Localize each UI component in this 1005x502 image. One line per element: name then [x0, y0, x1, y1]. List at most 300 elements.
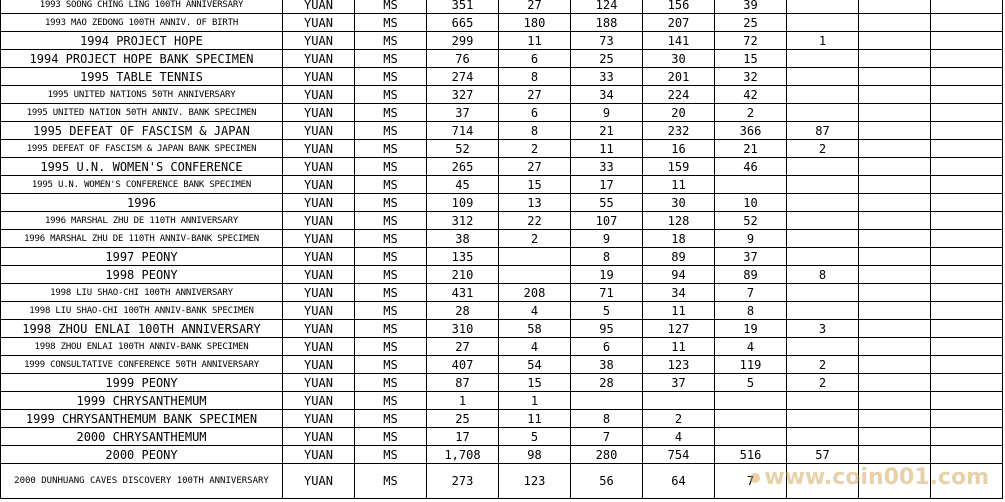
grade-cell: MS: [355, 122, 427, 140]
count-cell-1: 265: [427, 158, 499, 176]
blank-cell: [931, 230, 1003, 248]
count-cell-6: [787, 86, 859, 104]
blank-cell: [859, 320, 931, 338]
blank-cell: [859, 410, 931, 428]
count-cell-4: 94: [643, 266, 715, 284]
blank-cell: [931, 158, 1003, 176]
blank-cell: [859, 194, 931, 212]
count-cell-1: 351: [427, 0, 499, 14]
blank-cell: [859, 284, 931, 302]
count-cell-3: 107: [571, 212, 643, 230]
count-cell-4: 16: [643, 140, 715, 158]
blank-cell: [931, 122, 1003, 140]
count-cell-5: [715, 176, 787, 194]
count-cell-6: [787, 284, 859, 302]
count-cell-6: [787, 410, 859, 428]
grade-cell: MS: [355, 0, 427, 14]
count-cell-4: 159: [643, 158, 715, 176]
count-cell-6: 2: [787, 356, 859, 374]
table-row: [1, 104, 1003, 122]
grade-cell: MS: [355, 14, 427, 32]
table-row: [1, 338, 1003, 356]
count-cell-2: 6: [499, 104, 571, 122]
count-cell-4: 89: [643, 248, 715, 266]
grade-cell: MS: [355, 284, 427, 302]
count-cell-5: 2: [715, 104, 787, 122]
blank-cell: [931, 212, 1003, 230]
count-cell-6: 1: [787, 32, 859, 50]
count-cell-6: [787, 0, 859, 14]
table-row: [1, 446, 1003, 464]
count-cell-5: 9: [715, 230, 787, 248]
blank-cell: [859, 104, 931, 122]
count-cell-4: 30: [643, 194, 715, 212]
count-cell-3: 73: [571, 32, 643, 50]
blank-cell: [931, 320, 1003, 338]
count-cell-4: 37: [643, 374, 715, 392]
count-cell-3: 9: [571, 230, 643, 248]
name-cell: 1995 TABLE TENNIS: [1, 68, 283, 86]
currency-cell: YUAN: [283, 302, 355, 320]
grade-cell: MS: [355, 32, 427, 50]
count-cell-3: 8: [571, 248, 643, 266]
blank-cell: [931, 14, 1003, 32]
blank-cell: [931, 464, 1003, 499]
table-row: [1, 410, 1003, 428]
currency-cell: YUAN: [283, 68, 355, 86]
currency-cell: YUAN: [283, 212, 355, 230]
count-cell-5: 46: [715, 158, 787, 176]
count-cell-2: 58: [499, 320, 571, 338]
count-cell-5: 39: [715, 0, 787, 14]
count-cell-3: 11: [571, 140, 643, 158]
table-row: [1, 176, 1003, 194]
blank-cell: [859, 32, 931, 50]
count-cell-2: 8: [499, 68, 571, 86]
count-cell-2: [499, 266, 571, 284]
currency-cell: YUAN: [283, 338, 355, 356]
blank-cell: [931, 194, 1003, 212]
count-cell-4: 141: [643, 32, 715, 50]
count-cell-6: [787, 392, 859, 410]
count-cell-3: 55: [571, 194, 643, 212]
currency-cell: YUAN: [283, 0, 355, 14]
count-cell-3: 33: [571, 68, 643, 86]
blank-cell: [859, 212, 931, 230]
table-row: [1, 14, 1003, 32]
count-cell-5: 8: [715, 302, 787, 320]
blank-cell: [931, 0, 1003, 14]
grade-cell: MS: [355, 410, 427, 428]
name-cell: 1998 PEONY: [1, 266, 283, 284]
count-cell-3: 8: [571, 410, 643, 428]
grade-cell: MS: [355, 266, 427, 284]
currency-cell: YUAN: [283, 428, 355, 446]
count-cell-3: [571, 392, 643, 410]
count-cell-2: 208: [499, 284, 571, 302]
count-cell-3: 25: [571, 50, 643, 68]
blank-cell: [859, 158, 931, 176]
currency-cell: YUAN: [283, 104, 355, 122]
table-row: [1, 86, 1003, 104]
count-cell-5: [715, 428, 787, 446]
blank-cell: [931, 410, 1003, 428]
count-cell-1: 52: [427, 140, 499, 158]
grade-cell: MS: [355, 302, 427, 320]
currency-cell: YUAN: [283, 446, 355, 464]
blank-cell: [859, 374, 931, 392]
count-cell-2: 2: [499, 140, 571, 158]
count-cell-4: 4: [643, 428, 715, 446]
count-cell-3: 5: [571, 302, 643, 320]
currency-cell: YUAN: [283, 140, 355, 158]
count-cell-3: 17: [571, 176, 643, 194]
blank-cell: [931, 302, 1003, 320]
count-cell-2: 15: [499, 176, 571, 194]
currency-cell: YUAN: [283, 176, 355, 194]
count-cell-5: 25: [715, 14, 787, 32]
blank-cell: [859, 266, 931, 284]
name-cell: 1998 ZHOU ENLAI 100TH ANNIV-BANK SPECIMEN: [1, 338, 283, 356]
table-row: [1, 50, 1003, 68]
blank-cell: [931, 266, 1003, 284]
blank-cell: [859, 68, 931, 86]
blank-cell: [931, 32, 1003, 50]
grade-cell: MS: [355, 392, 427, 410]
count-cell-2: 27: [499, 86, 571, 104]
count-cell-2: 5: [499, 428, 571, 446]
count-cell-1: 25: [427, 410, 499, 428]
table-row: [1, 158, 1003, 176]
grade-cell: MS: [355, 176, 427, 194]
grade-cell: MS: [355, 68, 427, 86]
count-cell-4: 11: [643, 338, 715, 356]
blank-cell: [931, 140, 1003, 158]
name-cell: 1995 U.N. WOMEN'S CONFERENCE: [1, 158, 283, 176]
table-row: [1, 122, 1003, 140]
count-cell-2: 2: [499, 230, 571, 248]
count-cell-5: [715, 410, 787, 428]
count-cell-5: 19: [715, 320, 787, 338]
table-row: [1, 140, 1003, 158]
count-cell-2: 1: [499, 392, 571, 410]
count-cell-6: [787, 158, 859, 176]
count-cell-1: 431: [427, 284, 499, 302]
count-cell-1: 299: [427, 32, 499, 50]
name-cell: 1993 SOONG CHING LING 100TH ANNIVERSARY: [1, 0, 283, 14]
name-cell: 1996: [1, 194, 283, 212]
table-row: [1, 464, 1003, 499]
table-row: [1, 230, 1003, 248]
count-cell-1: 274: [427, 68, 499, 86]
count-cell-6: [787, 464, 859, 499]
currency-cell: YUAN: [283, 50, 355, 68]
grade-cell: MS: [355, 212, 427, 230]
count-cell-2: [499, 248, 571, 266]
count-cell-4: 30: [643, 50, 715, 68]
table-row: [1, 68, 1003, 86]
table-row: [1, 392, 1003, 410]
count-cell-3: 56: [571, 464, 643, 499]
table-row: [1, 212, 1003, 230]
count-cell-3: 38: [571, 356, 643, 374]
currency-cell: YUAN: [283, 392, 355, 410]
blank-cell: [931, 338, 1003, 356]
table-row: [1, 32, 1003, 50]
name-cell: 1996 MARSHAL ZHU DE 110TH ANNIVERSARY: [1, 212, 283, 230]
blank-cell: [859, 140, 931, 158]
blank-cell: [859, 356, 931, 374]
table-row: [1, 0, 1003, 14]
blank-cell: [859, 86, 931, 104]
name-cell: 1995 UNITED NATIONS 50TH ANNIVERSARY: [1, 86, 283, 104]
blank-cell: [859, 14, 931, 32]
count-cell-5: [715, 392, 787, 410]
count-cell-4: 20: [643, 104, 715, 122]
grade-cell: MS: [355, 248, 427, 266]
count-cell-6: [787, 68, 859, 86]
count-cell-3: 19: [571, 266, 643, 284]
count-cell-2: 13: [499, 194, 571, 212]
count-cell-5: 366: [715, 122, 787, 140]
count-cell-3: 28: [571, 374, 643, 392]
currency-cell: YUAN: [283, 356, 355, 374]
count-cell-1: 327: [427, 86, 499, 104]
currency-cell: YUAN: [283, 410, 355, 428]
count-cell-4: [643, 392, 715, 410]
grade-cell: MS: [355, 356, 427, 374]
count-cell-6: [787, 14, 859, 32]
table-row: [1, 284, 1003, 302]
name-cell: 1995 DEFEAT OF FASCISM & JAPAN BANK SPECIMEN: [1, 140, 283, 158]
count-cell-1: 273: [427, 464, 499, 499]
count-cell-6: 2: [787, 140, 859, 158]
count-cell-5: 7: [715, 464, 787, 499]
count-cell-1: 407: [427, 356, 499, 374]
count-cell-3: 9: [571, 104, 643, 122]
currency-cell: YUAN: [283, 284, 355, 302]
blank-cell: [931, 68, 1003, 86]
table-body: [1, 0, 1003, 499]
currency-cell: YUAN: [283, 86, 355, 104]
count-cell-6: 87: [787, 122, 859, 140]
count-cell-3: 280: [571, 446, 643, 464]
name-cell: 1994 PROJECT HOPE BANK SPECIMEN: [1, 50, 283, 68]
name-cell: 1995 UNITED NATION 50TH ANNIV. BANK SPECIMEN: [1, 104, 283, 122]
count-cell-5: 72: [715, 32, 787, 50]
count-cell-4: 2: [643, 410, 715, 428]
count-cell-4: 11: [643, 176, 715, 194]
table-row: [1, 266, 1003, 284]
count-cell-6: [787, 302, 859, 320]
count-cell-3: 188: [571, 14, 643, 32]
currency-cell: YUAN: [283, 374, 355, 392]
name-cell: 1995 U.N. WOMEN'S CONFERENCE BANK SPECIMEN: [1, 176, 283, 194]
count-cell-2: 123: [499, 464, 571, 499]
blank-cell: [859, 176, 931, 194]
table-row: [1, 194, 1003, 212]
table-row: [1, 302, 1003, 320]
blank-cell: [931, 356, 1003, 374]
count-cell-3: 21: [571, 122, 643, 140]
grade-cell: MS: [355, 446, 427, 464]
count-cell-5: 42: [715, 86, 787, 104]
grade-cell: MS: [355, 338, 427, 356]
blank-cell: [931, 374, 1003, 392]
count-cell-2: 15: [499, 374, 571, 392]
count-cell-5: 119: [715, 356, 787, 374]
blank-cell: [931, 392, 1003, 410]
count-cell-4: 64: [643, 464, 715, 499]
count-cell-1: 135: [427, 248, 499, 266]
count-cell-6: [787, 104, 859, 122]
count-cell-6: [787, 248, 859, 266]
blank-cell: [931, 446, 1003, 464]
blank-cell: [859, 464, 931, 499]
table-row: [1, 374, 1003, 392]
count-cell-5: 7: [715, 284, 787, 302]
count-cell-3: 6: [571, 338, 643, 356]
blank-cell: [931, 428, 1003, 446]
count-cell-2: 54: [499, 356, 571, 374]
count-cell-4: 207: [643, 14, 715, 32]
currency-cell: YUAN: [283, 320, 355, 338]
grade-cell: MS: [355, 50, 427, 68]
count-cell-5: 10: [715, 194, 787, 212]
grade-cell: MS: [355, 86, 427, 104]
count-cell-2: 6: [499, 50, 571, 68]
count-cell-3: 95: [571, 320, 643, 338]
count-cell-6: 3: [787, 320, 859, 338]
blank-cell: [859, 338, 931, 356]
count-cell-1: 45: [427, 176, 499, 194]
count-cell-2: 22: [499, 212, 571, 230]
blank-cell: [859, 230, 931, 248]
name-cell: 1993 MAO ZEDONG 100TH ANNIV. OF BIRTH: [1, 14, 283, 32]
name-cell: 1998 ZHOU ENLAI 100TH ANNIVERSARY: [1, 320, 283, 338]
count-cell-5: 5: [715, 374, 787, 392]
count-cell-2: 11: [499, 410, 571, 428]
currency-cell: YUAN: [283, 14, 355, 32]
count-cell-1: 665: [427, 14, 499, 32]
currency-cell: YUAN: [283, 194, 355, 212]
count-cell-4: 123: [643, 356, 715, 374]
blank-cell: [931, 104, 1003, 122]
count-cell-1: 76: [427, 50, 499, 68]
blank-cell: [859, 392, 931, 410]
count-cell-4: 128: [643, 212, 715, 230]
count-cell-1: 17: [427, 428, 499, 446]
currency-cell: YUAN: [283, 32, 355, 50]
count-cell-4: 11: [643, 302, 715, 320]
count-cell-1: 312: [427, 212, 499, 230]
blank-cell: [859, 428, 931, 446]
count-cell-6: [787, 212, 859, 230]
watermark-text: www.coin001.com: [764, 465, 989, 490]
count-cell-1: 1,708: [427, 446, 499, 464]
name-cell: 1999 CHRYSANTHEMUM: [1, 392, 283, 410]
name-cell: 1999 CHRYSANTHEMUM BANK SPECIMEN: [1, 410, 283, 428]
count-cell-4: 127: [643, 320, 715, 338]
grade-cell: MS: [355, 464, 427, 499]
grade-cell: MS: [355, 194, 427, 212]
blank-cell: [931, 86, 1003, 104]
table-row: [1, 320, 1003, 338]
blank-cell: [859, 0, 931, 14]
count-cell-5: 89: [715, 266, 787, 284]
name-cell: 1998 LIU SHAO-CHI 100TH ANNIVERSARY: [1, 284, 283, 302]
count-cell-1: 714: [427, 122, 499, 140]
table-row: [1, 356, 1003, 374]
name-cell: 1996 MARSHAL ZHU DE 110TH ANNIV-BANK SPECIMEN: [1, 230, 283, 248]
count-cell-6: 8: [787, 266, 859, 284]
count-cell-3: 71: [571, 284, 643, 302]
name-cell: 2000 DUNHUANG CAVES DISCOVERY 100TH ANNIVERSARY: [1, 464, 283, 499]
currency-cell: YUAN: [283, 158, 355, 176]
grade-cell: MS: [355, 158, 427, 176]
blank-cell: [859, 302, 931, 320]
count-cell-2: 27: [499, 0, 571, 14]
name-cell: 1997 PEONY: [1, 248, 283, 266]
count-cell-5: 52: [715, 212, 787, 230]
name-cell: 1999 PEONY: [1, 374, 283, 392]
blank-cell: [931, 176, 1003, 194]
blank-cell: [859, 248, 931, 266]
count-cell-5: 21: [715, 140, 787, 158]
count-cell-1: 1: [427, 392, 499, 410]
name-cell: 1995 DEFEAT OF FASCISM & JAPAN: [1, 122, 283, 140]
count-cell-3: 124: [571, 0, 643, 14]
currency-cell: YUAN: [283, 230, 355, 248]
currency-cell: YUAN: [283, 122, 355, 140]
table-row: [1, 428, 1003, 446]
name-cell: 1994 PROJECT HOPE: [1, 32, 283, 50]
count-cell-1: 37: [427, 104, 499, 122]
count-cell-2: 8: [499, 122, 571, 140]
count-cell-4: 201: [643, 68, 715, 86]
count-cell-6: [787, 194, 859, 212]
name-cell: 1998 LIU SHAO-CHI 100TH ANNIV-BANK SPECIMEN: [1, 302, 283, 320]
grade-cell: MS: [355, 104, 427, 122]
grade-cell: MS: [355, 374, 427, 392]
count-cell-6: [787, 428, 859, 446]
count-cell-2: 4: [499, 302, 571, 320]
name-cell: 1999 CONSULTATIVE CONFERENCE 50TH ANNIVERSARY: [1, 356, 283, 374]
count-cell-4: 224: [643, 86, 715, 104]
count-cell-5: 32: [715, 68, 787, 86]
name-cell: 2000 CHRYSANTHEMUM: [1, 428, 283, 446]
count-cell-2: 27: [499, 158, 571, 176]
count-cell-3: 33: [571, 158, 643, 176]
blank-cell: [931, 50, 1003, 68]
blank-cell: [931, 284, 1003, 302]
grade-cell: MS: [355, 230, 427, 248]
count-cell-1: 28: [427, 302, 499, 320]
blank-cell: [859, 50, 931, 68]
count-cell-1: 109: [427, 194, 499, 212]
grade-cell: MS: [355, 320, 427, 338]
table-row: [1, 248, 1003, 266]
count-cell-5: 4: [715, 338, 787, 356]
count-cell-4: 34: [643, 284, 715, 302]
count-cell-3: 34: [571, 86, 643, 104]
currency-cell: YUAN: [283, 266, 355, 284]
count-cell-1: 38: [427, 230, 499, 248]
count-cell-6: [787, 50, 859, 68]
grade-cell: MS: [355, 428, 427, 446]
count-cell-1: 210: [427, 266, 499, 284]
count-cell-4: 18: [643, 230, 715, 248]
